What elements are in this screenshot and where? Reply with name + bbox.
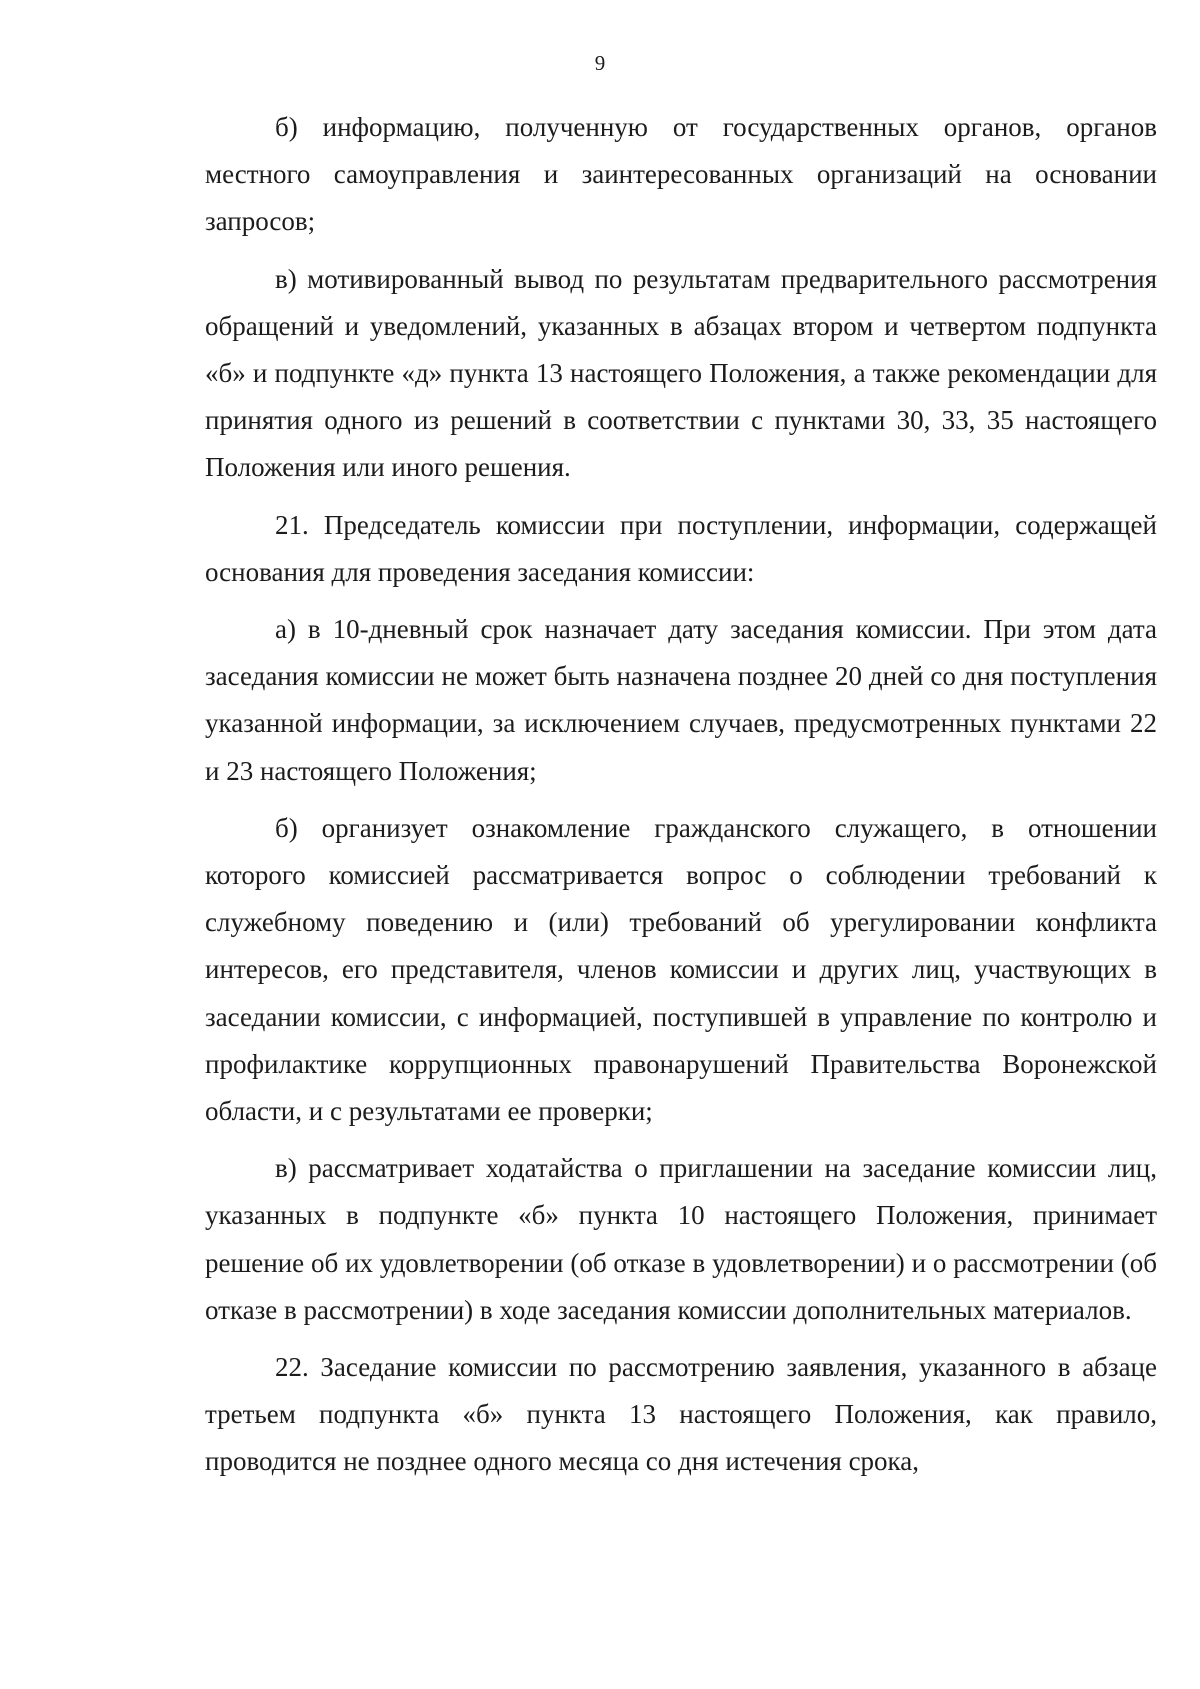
paragraph-subitem-v-petitions: в) рассматривает ходатайства о приглашении на заседание комиссии лиц, указанных в подпункте «б» пункта 10 настоящего Положения, принимает решение об их удовлетворении (об отказе в удовлетворении) и о рассмотрении (об отказе в рассмотрении) в ходе заседания комиссии дополнительных материалов. [205, 1153, 1157, 1325]
document-body [205, 104, 1157, 1486]
page-number: 9 [594, 51, 606, 75]
paragraph-item-21: 21. Председатель комиссии при поступлении, информации, содержащей основания для проведения заседания комиссии: [205, 509, 1157, 587]
paragraph-item-22: 22. Заседание комиссии по рассмотрению заявления, указанного в абзаце третьем подпункта «б» пункта 13 настоящего Положения, как правило, проводится не позднее одного месяца со дня истечения срока, [205, 1352, 1157, 1477]
paragraph-subitem-b-information: б) информацию, полученную от государственных органов, органов местного самоуправления и заинтересованных организаций на основании запросов; [205, 112, 1157, 237]
paragraph-subitem-b-familiarization: б) организует ознакомление гражданского служащего, в отношении которого комиссией рассматривается вопрос о соблюдении требований к служебному поведению и (или) требований об урегулировании конфликта интересов, его представителя, членов комиссии и других лиц, участвующих в заседании комиссии, с информацией, поступившей в управление по контролю и профилактике коррупционных правонарушений Правительства Воронежской области, и с результатами ее проверки; [205, 812, 1157, 1127]
paragraph-subitem-v-reasoned-conclusion: в) мотивированный вывод по результатам предварительного рассмотрения обращений и уведомлений, указанных в абзацах втором и четвертом подпункта «б» и подпункте «д» пункта 13 настоящего Положения, а также рекомендации для принятия одного из решений в соответствии с пунктами 30, 33, 35 настоящего Положения или иного решения. [205, 263, 1157, 483]
paragraph-subitem-a-meeting-date: а) в 10-дневный срок назначает дату заседания комиссии. При этом дата заседания комиссии не может быть назначена позднее 20 дней со дня поступления указанной информации, за исключением случаев, предусмотренных пунктами 22 и 23 настоящего Положения; [205, 614, 1157, 786]
